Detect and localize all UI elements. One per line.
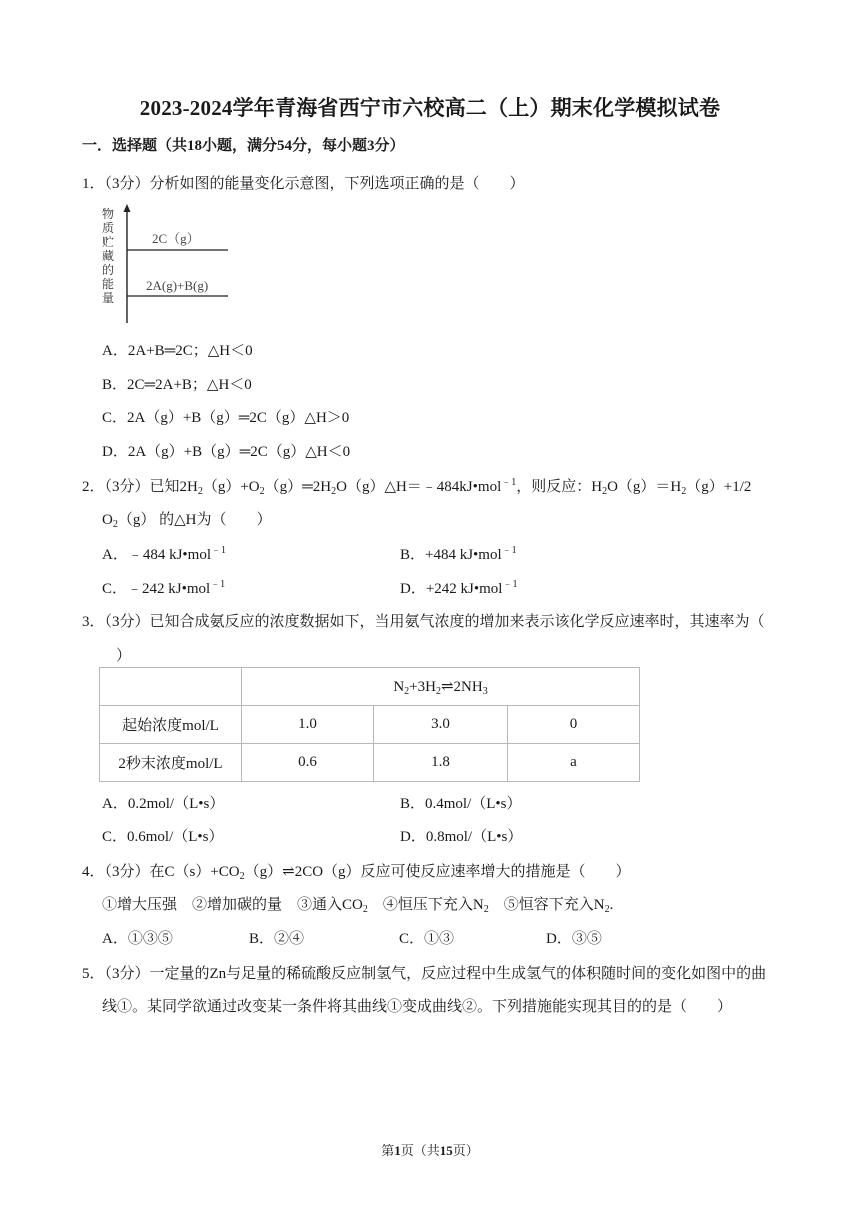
q1-option-c[interactable]: C．2A（g）+B（g）═2C（g）△H＞0 [102,410,350,426]
axis-label-char: 的 [101,263,115,277]
q4-measures: ①增大压强 ②增加碳的量 ③通入$CO_2$ ④恒压下充入$N_2$ ⑤恒容下充入$N_2$. [102,897,614,915]
axis-label-char: 物 [101,207,115,221]
q3-option-b[interactable]: B．0.4mol/（L•s） [400,796,522,812]
reaction-equation: $N_2+3H_2\rightleftharpoons 2NH_3$ [242,668,640,706]
section-heading: 一．选择题（共18小题，满分54分，每小题3分） [82,138,405,154]
table-cell: 0 [508,706,640,744]
q3-option-a[interactable]: A．0.2mol/（L•s） [102,796,225,812]
product-label: 2C（g） [152,231,200,246]
q5-stem-line2: 线①。某同学欲通过改变某一条件将其曲线①变成曲线②。下列措施能实现其目的的是（ ） [102,999,733,1015]
q1-option-b[interactable]: B．2C═2A+B；△H＜0 [102,377,252,393]
concentration-table [99,667,640,782]
reactant-label: 2A(g)+B(g) [146,278,209,293]
table-cell: a [508,744,640,782]
table-cell: 0.6 [242,744,374,782]
table-row [100,706,640,744]
q2-option-c[interactable]: C．﹣242 kJ•mol$^{﹣1}$ [102,579,226,597]
q2-stem-line1: 2．（3分）已知$2H_2(g)+O_2(g)═2H_2O(g)\triangle H=﹣484kJ•mol^{﹣1}$，则反应：$H_2O(g)=H_2(g)+1/2$ [82,477,752,497]
q3-stem-line2: ） [116,648,132,664]
axis-label-char: 质 [101,221,115,235]
q4-option-c[interactable]: C．①③ [399,931,455,947]
table-header-row [100,668,640,706]
exam-title: 2023-2024学年青海省西宁市六校高二（上）期末化学模拟试卷 [139,96,721,120]
page-number: 1 [394,1143,401,1158]
q5-stem-line1: 5．（3分）一定量的Zn与足量的稀硫酸反应制氢气，反应过程中生成氢气的体积随时间的变化如图中的曲 [82,966,767,982]
energy-axis-label [102,206,114,305]
q1-stem: 1．（3分）分析如图的能量变化示意图，下列选项正确的是（ ） [82,176,525,192]
q2-option-d[interactable]: D．+242 kJ•mol$^{﹣1}$ [400,579,518,597]
q4-option-a[interactable]: A．①③⑤ [102,931,173,947]
q2-option-b[interactable]: B．+484 kJ•mol$^{﹣1}$ [400,545,517,563]
table-cell: 1.8 [374,744,508,782]
table-cell: 1.0 [242,706,374,744]
table-row [100,744,640,782]
q4-option-b[interactable]: B．②④ [249,931,305,947]
q2-stem-line2: $O_2(g)$ 的△H为（ ） [102,512,272,530]
axis-label-char: 藏 [101,249,115,263]
q1-option-a[interactable]: A．2A+B═2C；△H＜0 [102,343,253,359]
q3-option-c[interactable]: C．0.6mol/（L•s） [102,829,224,845]
page-total: 15 [439,1143,453,1158]
q2-option-a[interactable]: A．﹣484 kJ•mol$^{﹣1}$ [102,545,227,563]
row-label: 2秒末浓度mol/L [100,744,242,782]
table-corner-cell [100,668,242,706]
energy-diagram [94,190,244,330]
row-label: 起始浓度mol/L [100,706,242,744]
q1-option-d[interactable]: D．2A（g）+B（g）═2C（g）△H＜0 [102,444,351,460]
q3-stem-line1: 3．（3分）已知合成氨反应的浓度数据如下，当用氨气浓度的增加来表示该化学反应速率时，其速率为（ [82,614,765,630]
q4-option-d[interactable]: D．③⑤ [546,931,602,947]
q3-option-d[interactable]: D．0.8mol/（L•s） [400,829,523,845]
table-cell: 3.0 [374,706,508,744]
page-footer: 第1页（共15页） [381,1143,479,1158]
axis-label-char: 量 [101,291,115,305]
q4-stem: 4．（3分）在$C(s)+CO_2(g)\rightleftharpoons 2CO(g)$反应可使反应速率增大的措施是（ ） [82,864,631,882]
arrow-up-icon [124,204,131,212]
axis-label-char: 贮 [101,235,115,249]
axis-label-char: 能 [101,277,115,291]
